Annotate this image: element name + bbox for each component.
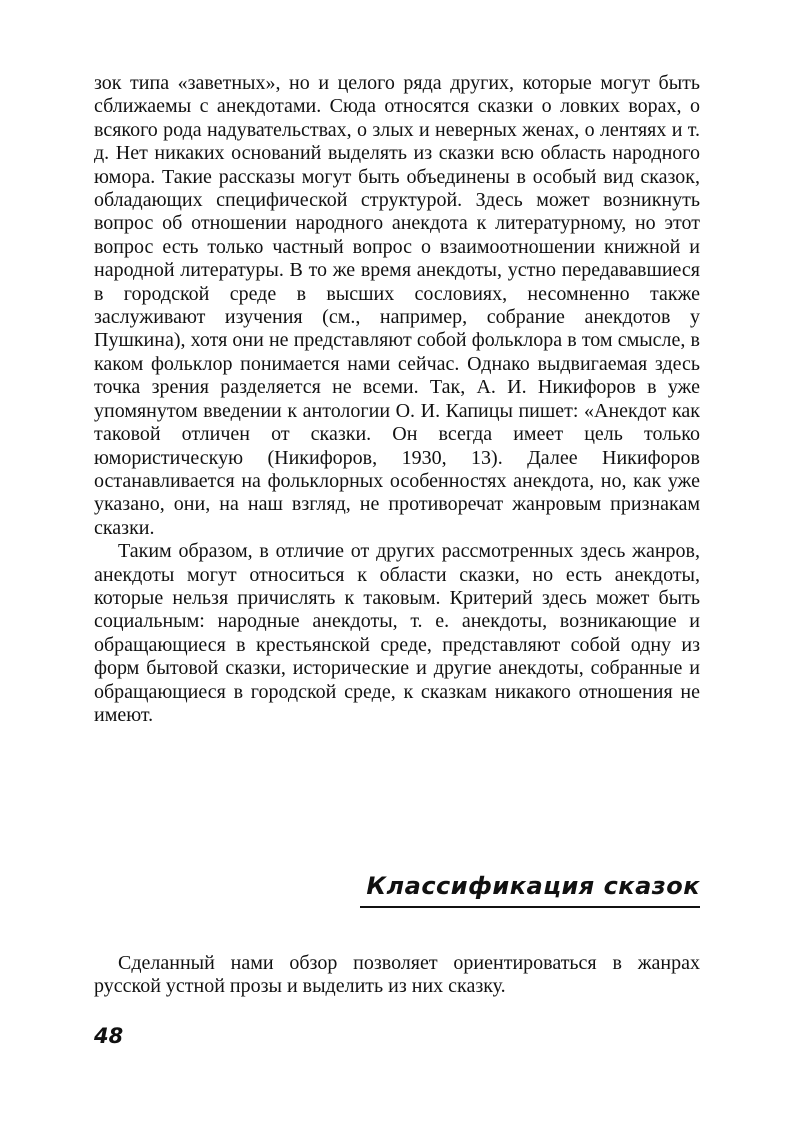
main-text-block (94, 72, 700, 727)
paragraph: Сделанный нами обзор позволяет ориентироваться в жанрах русской устной прозы и выделить из них сказку. (94, 952, 700, 998)
page-number: 48 (94, 1024, 124, 1048)
section-text-block (94, 952, 700, 999)
paragraph: Таким образом, в отличие от других рассмотренных здесь жанров, анекдоты могут относиться к области сказки, но есть анекдоты, которые нельзя причислять к таковым. Критерий здесь может быть социальным: народные анекдоты, т. е. анекдоты, возникающие и обращающиеся в крестьянской среде, представляют собой одну из форм бытовой сказки, исторические и другие анекдоты, собранные и обращающиеся в городской среде, к сказкам никакого отношения не имеют. (94, 540, 700, 726)
paragraph: зок типа «заветных», но и целого ряда других, которые могут быть сближаемы с анекдотами. Сюда относятся сказки о ловких ворах, о всякого рода надувательствах, о злых и неверных женах, о лентяях и т. д. Нет никаких оснований выделять из сказки всю область народного юмора. Такие рассказы могут быть объединены в особый вид сказок, обладающих специфической структурой. Здесь может возникнуть вопрос об отношении народного анекдота к литературному, но этот вопрос есть только частный вопрос о взаимоотношении книжной и народной литературы. В то же время анекдоты, устно передававшиеся в городской среде в высших сословиях, несомненно также заслуживают изучения (см., например, собрание анекдотов у Пушкина), хотя они не представляют собой фольклора в том смысле, в каком фольклор понимается нами сейчас. Однако выдвигаемая здесь точка зрения разделяется не всеми. Так, А. И. Никифоров в уже упомянутом введении к антологии О. И. Капицы пишет: «Анекдот как таковой отличен от сказки. Он всегда имеет цель только юмористическую (Никифоров, 1930, 13). Далее Никифоров останавливается на фольклорных особенностях анекдота, но, как уже указано, они, на наш взгляд, не противоречат жанровым признакам сказки. (94, 72, 700, 539)
section-heading: Классификация сказок (360, 872, 700, 908)
